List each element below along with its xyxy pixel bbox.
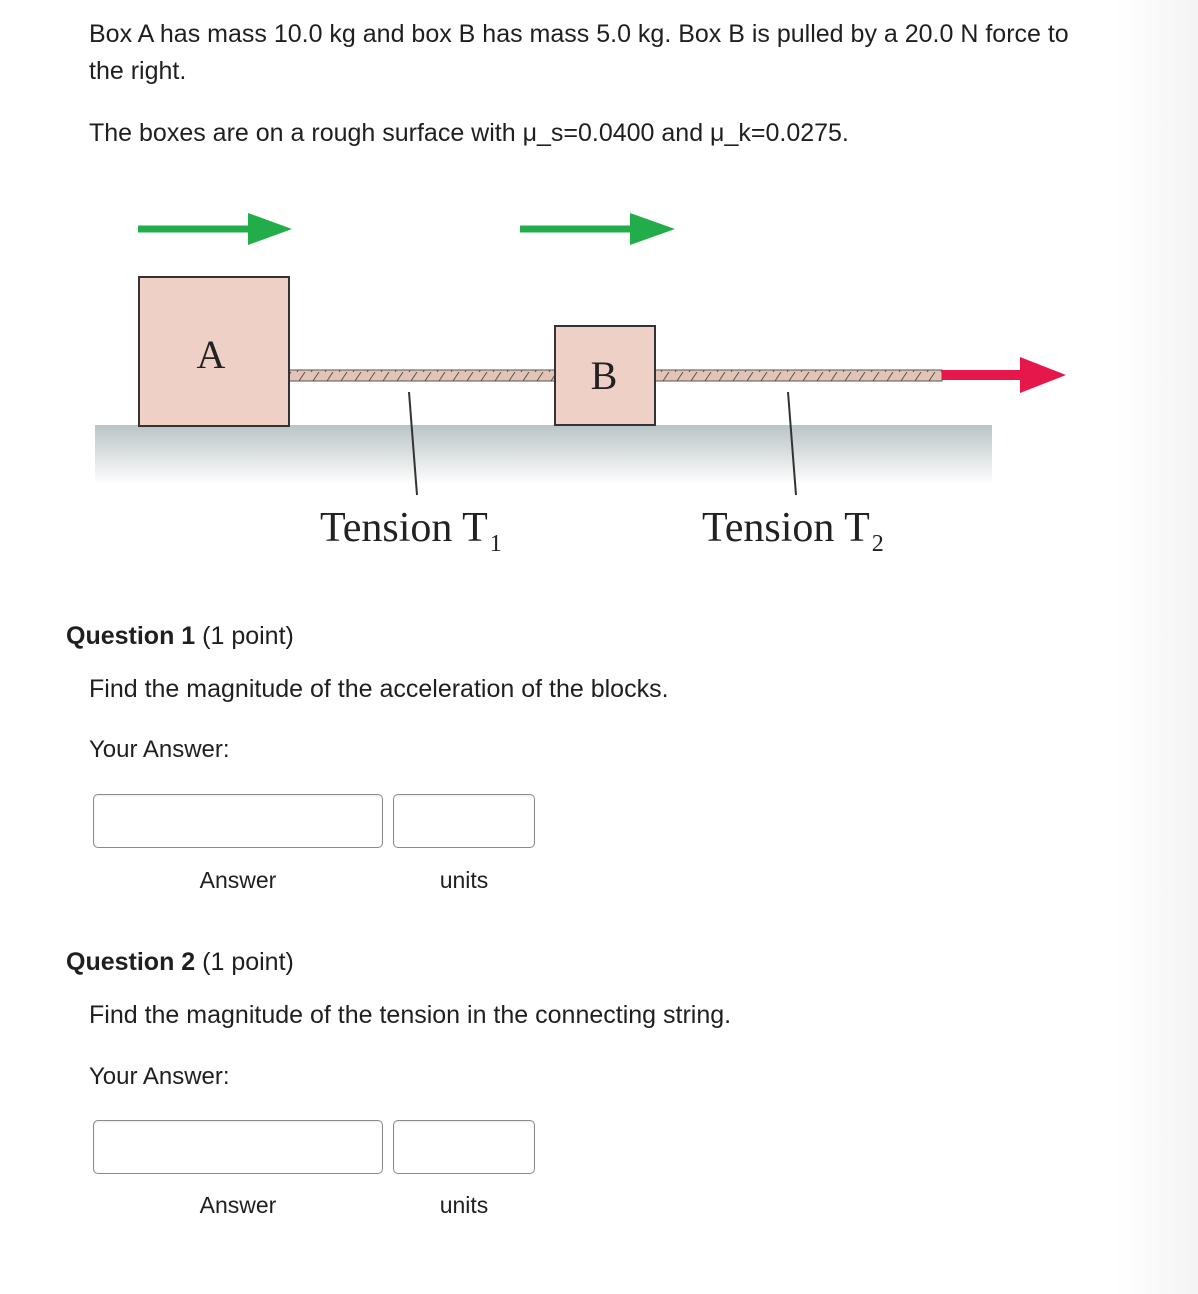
- question-2-units-input[interactable]: [394, 1121, 534, 1173]
- question-1-answer-label: Answer: [199, 867, 277, 893]
- question-2-prompt: Find the magnitude of the tension in the connecting string.: [89, 1001, 732, 1029]
- velocity-arrow-a-icon: [138, 213, 292, 245]
- physics-diagram: [0, 0, 1198, 600]
- question-1-units-box[interactable]: [393, 794, 535, 848]
- question-1-number: Question 1: [66, 622, 196, 650]
- question-2-your-answer-label: Your Answer:: [89, 1063, 230, 1090]
- rope-t2: [655, 370, 942, 381]
- question-2-units-box[interactable]: [393, 1120, 535, 1174]
- question-1-points: (1 point): [202, 622, 294, 650]
- tension1-label: Tension $T_1$: [320, 505, 502, 557]
- question-1-answer-box[interactable]: [93, 794, 383, 848]
- question-2-answer-label: Answer: [199, 1192, 277, 1218]
- problem-statement-line1: Box A has mass 10.0 kg and box B has mass 5.0 kg. Box B is pulled by a 20.0 N force to the right.: [89, 20, 1069, 85]
- tension2-label: Tension $T_2$: [702, 505, 884, 557]
- box-a-label: A: [196, 332, 226, 377]
- question-2-number: Question 2: [66, 948, 196, 976]
- box-b-label: B: [590, 353, 618, 398]
- pull-force-arrow-icon: [942, 357, 1066, 393]
- question-1-heading: [66, 620, 294, 652]
- question-1-answer-input[interactable]: [94, 795, 382, 847]
- question-1-prompt: Find the magnitude of the acceleration of the blocks.: [89, 675, 669, 703]
- question-1-units-label: units: [439, 867, 489, 893]
- question-2-answer-box[interactable]: [93, 1120, 383, 1174]
- problem-statement-line2: The boxes are on a rough surface with μ_s=0.0400 and μ_k=0.0275.: [89, 119, 849, 147]
- question-2-heading: [66, 946, 294, 978]
- question-1-your-answer-label: Your Answer:: [89, 736, 230, 763]
- question-2-points: (1 point): [202, 948, 294, 976]
- question-1-units-input[interactable]: [394, 795, 534, 847]
- ground-surface: [95, 425, 992, 485]
- question-2-answer-input[interactable]: [94, 1121, 382, 1173]
- rope-t1: [289, 370, 555, 381]
- question-2-units-label: units: [439, 1192, 489, 1218]
- velocity-arrow-b-icon: [520, 213, 675, 245]
